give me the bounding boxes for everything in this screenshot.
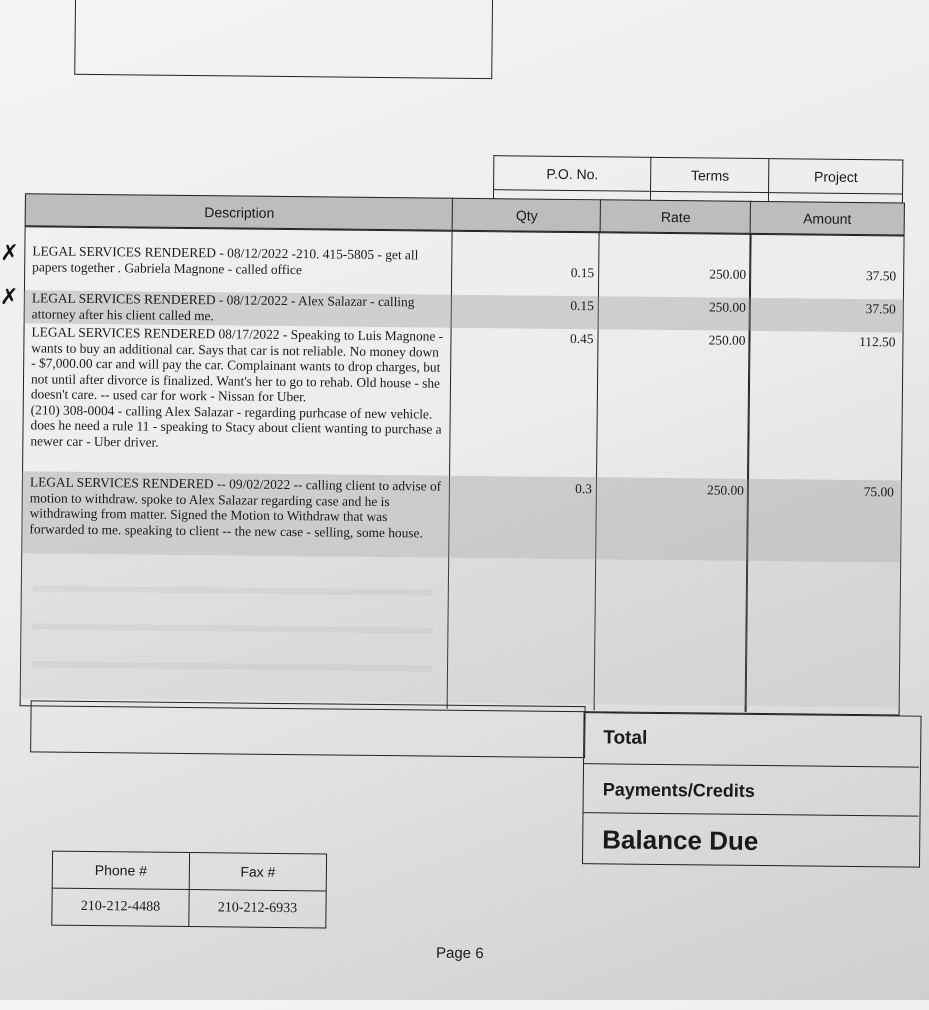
amount-header: Amount bbox=[750, 201, 905, 236]
po-label: P.O. No. bbox=[494, 156, 652, 192]
fax-number: 210-212-6933 bbox=[189, 890, 326, 928]
line-item-amount: 112.50 bbox=[859, 334, 896, 350]
bleed-through-text bbox=[32, 563, 433, 687]
line-item-qty: 0.15 bbox=[570, 264, 595, 281]
notes-cell bbox=[30, 700, 586, 758]
check-x-icon: ✗ bbox=[0, 241, 19, 267]
line-item-qty: 0.45 bbox=[569, 330, 594, 347]
line-item-description: LEGAL SERVICES RENDERED - 08/12/2022 - Alex Salazar - calling attorney after his client called me. bbox=[31, 290, 415, 323]
payments-credits-label: Payments/Credits bbox=[602, 779, 755, 801]
rate-header: Rate bbox=[600, 199, 752, 234]
line-item-rate: 250.00 bbox=[707, 482, 744, 498]
line-item-rate: 250.00 bbox=[709, 266, 747, 282]
fax-label: Fax # bbox=[189, 853, 326, 891]
page-number: Page 6 bbox=[435, 944, 484, 963]
phone-number: 210-212-4488 bbox=[52, 888, 189, 926]
line-item-description: LEGAL SERVICES RENDERED - 08/12/2022 -210. 415-5805 - get all papers together . Gabriela Magnone - called office bbox=[32, 243, 419, 277]
terms-label: Terms bbox=[651, 157, 769, 192]
line-item-description: LEGAL SERVICES RENDERED 08/17/2022 - Speaking to Luis Magnone - wants to buy an additional car. Says that car is not reliable. No money down - $7,000.00 car and will pay the car. Complainant wants to drop charges, but not until after divorce is finalized. Want's her to go to rehab. Old house - she doesn't care. -- used car for work - Nissan for Uber. (210) 308-0004 - calling Alex Salazar - regarding purhcase of new vehicle. does he need a rule 11 - speaking to Stacy about client wanting to purchase a newer car - Uber driver. bbox=[30, 324, 444, 450]
phone-label: Phone # bbox=[52, 851, 189, 889]
contact-table bbox=[51, 851, 327, 929]
line-item-qty: 0.15 bbox=[570, 297, 594, 314]
line-item-qty: 0.3 bbox=[575, 481, 592, 497]
line-item-rate: 250.00 bbox=[708, 332, 746, 348]
description-header: Description bbox=[25, 193, 454, 230]
line-item-amount: 37.50 bbox=[865, 301, 896, 317]
line-item-amount: 75.00 bbox=[863, 484, 894, 500]
project-label: Project bbox=[769, 159, 903, 194]
address-box bbox=[74, 0, 493, 79]
line-item-rate: 250.00 bbox=[708, 299, 746, 315]
balance-due-label: Balance Due bbox=[602, 824, 759, 856]
line-item-amount: 37.50 bbox=[865, 268, 897, 284]
check-x-icon: ✗ bbox=[0, 285, 19, 311]
total-label: Total bbox=[603, 727, 648, 749]
line-item-description: LEGAL SERVICES RENDERED -- 09/02/2022 -- calling client to advise of motion to withdraw. spoke to Alex Salazar regarding case and he is withdrawing from matter. Signed the Motion to Withdraw that was forwarded to me. speaking to client -- the new case - selling, some house. bbox=[29, 474, 442, 540]
qty-header: Qty bbox=[452, 198, 602, 233]
